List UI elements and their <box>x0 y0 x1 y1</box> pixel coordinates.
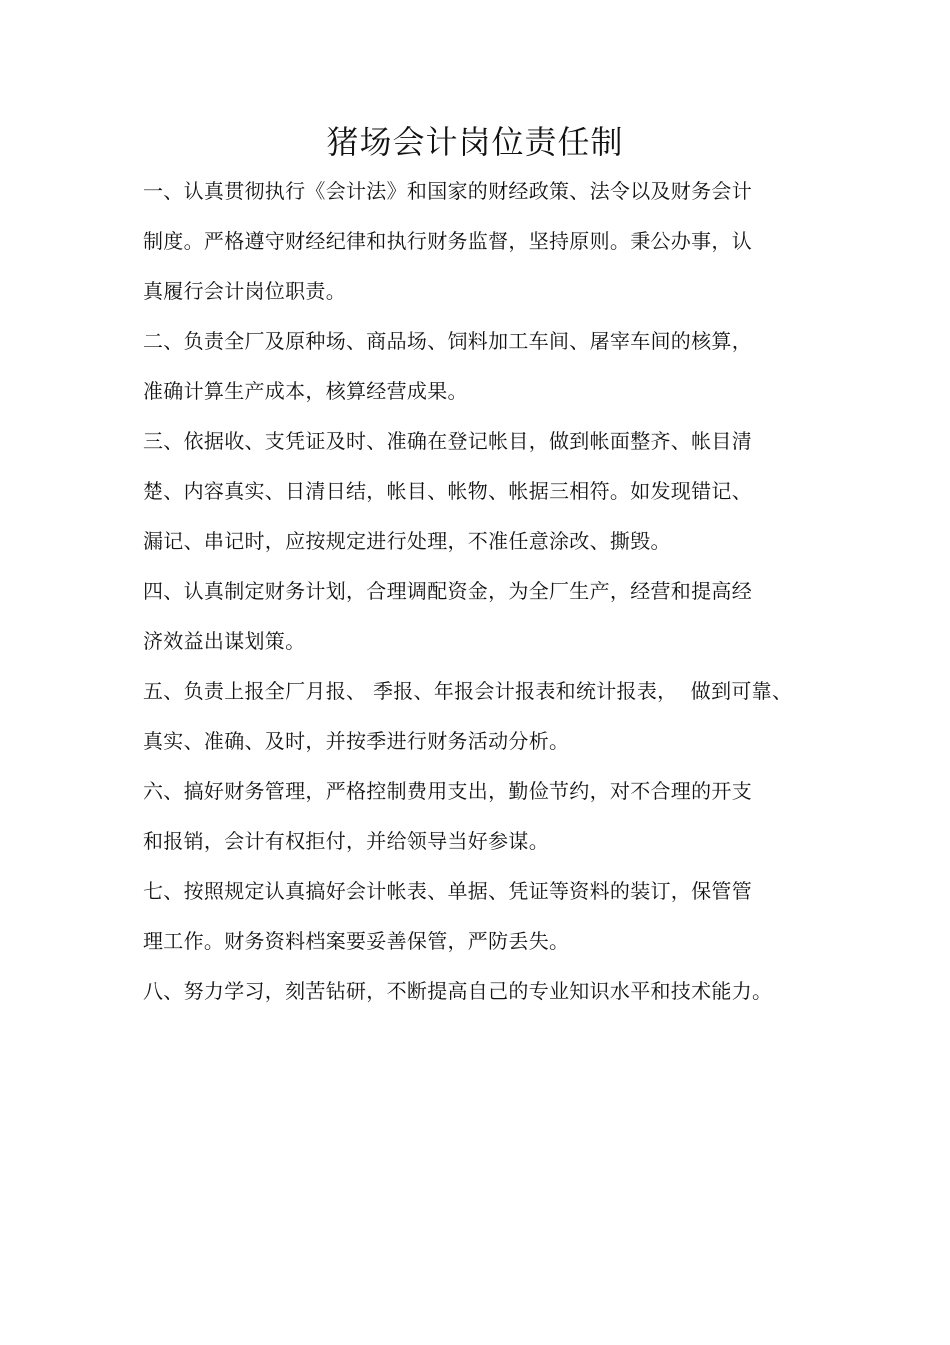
text-line: 三、依据收、支凭证及时、准确在登记帐目，做到帐面整齐、帐目清 <box>143 429 752 453</box>
text-line: 漏记、串记时，应按规定进行处理，不准任意涂改、撕毁。 <box>143 529 671 553</box>
text-line: 五、负责上报全厂月报、 季报、年报会计报表和统计报表， 做到可靠、 <box>143 679 793 703</box>
text-line: 七、按照规定认真搞好会计帐表、单据、凭证等资料的装订，保管管 <box>143 879 752 903</box>
text-line: 一、认真贯彻执行《会计法》和国家的财经政策、法令以及财务会计 <box>143 179 752 203</box>
text-line: 四、认真制定财务计划，合理调配资金，为全厂生产，经营和提高经 <box>143 579 752 603</box>
text-line: 二、负责全厂及原种场、商品场、饲料加工车间、屠宰车间的核算， <box>143 329 752 353</box>
text-line: 真实、准确、及时，并按季进行财务活动分析。 <box>143 729 570 753</box>
text-line: 准确计算生产成本，核算经营成果。 <box>143 379 468 403</box>
text-line: 制度。严格遵守财经纪律和执行财务监督，坚持原则。秉公办事，认 <box>143 229 752 253</box>
text-line: 八、努力学习，刻苦钻研，不断提高自己的专业知识水平和技术能力。 <box>143 979 773 1003</box>
text-line: 济效益出谋划策。 <box>143 629 306 653</box>
text-line: 和报销，会计有权拒付，并给领导当好参谋。 <box>143 829 549 853</box>
text-line: 真履行会计岗位职责。 <box>143 279 346 303</box>
document-title: 猪场会计岗位责任制 <box>326 123 624 161</box>
text-line: 六、搞好财务管理，严格控制费用支出，勤俭节约，对不合理的开支 <box>143 779 752 803</box>
text-line: 楚、内容真实、日清日结，帐目、帐物、帐据三相符。如发现错记、 <box>143 479 752 503</box>
text-line: 理工作。财务资料档案要妥善保管，严防丢失。 <box>143 929 570 953</box>
